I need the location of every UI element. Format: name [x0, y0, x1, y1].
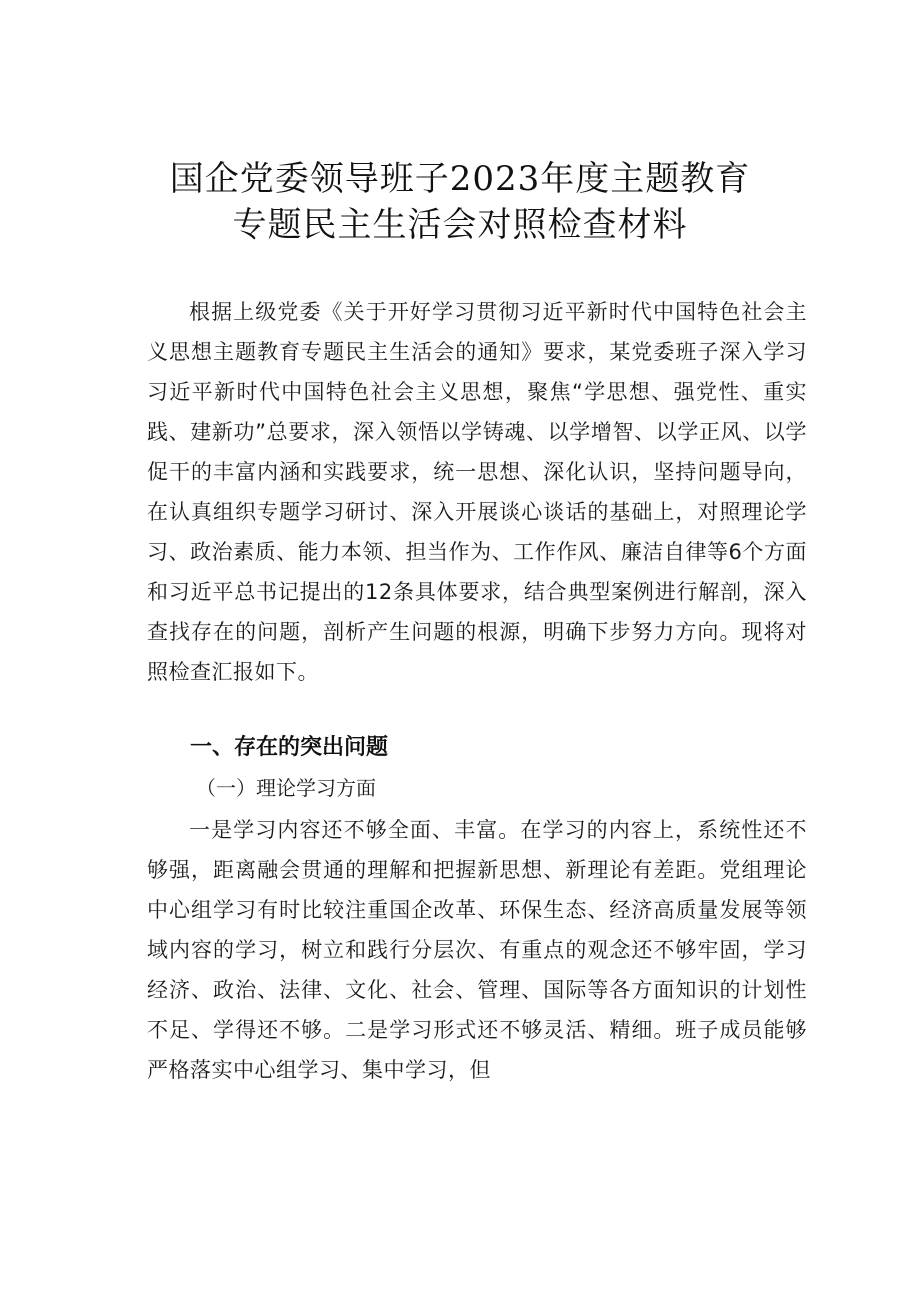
document-title-line-1: 国企党委领导班子2023年度主题教育: [169, 159, 751, 199]
theory-study-paragraph: 一是学习内容还不够全面、丰富。在学习的内容上，系统性还不够强，距离融会贯通的理解和把握新思想、新理论有差距。党组理论中心组学习有时比较注重国企改革、环保生态、经济高质量发展等领域内容的学习，树立和践行分层次、有重点的观念还不够牢固，学习经济、政治、法律、文化、社会、管理、国际等各方面知识的计划性不足、学得还不够。二是学习形式还不够灵活、精细。班子成员能够严格落实中心组学习、集中学习，但: [147, 818, 807, 1082]
intro-paragraph: 根据上级党委《关于开好学习贯彻习近平新时代中国特色社会主义思想主题教育专题民主生活会的通知》要求，某党委班子深入学习习近平新时代中国特色社会主义思想，聚焦“学思想、强党性、重实践、建新功”总要求，深入领悟以学铸魂、以学增智、以学正风、以学促干的丰富内涵和实践要求，统一思想、深化认识，坚持问题导向，在认真组织专题学习研讨、深入开展谈心谈话的基础上，对照理论学习、政治素质、能力本领、担当作为、工作作风、廉洁自律等6个方面和习近平总书记提出的12条具体要求，结合典型案例进行解剖，深入查找存在的问题，剖析产生问题的根源，明确下步努力方向。现将对照检查汇报如下。: [147, 300, 807, 684]
section-heading-problems: 一、存在的突出问题: [190, 735, 389, 760]
subsection-heading-theory-study: （一）理论学习方面: [196, 776, 376, 800]
theory-study-section: [147, 810, 807, 1090]
intro-section: [147, 292, 807, 692]
document-title-line-2: 专题民主生活会对照检查材料: [232, 205, 688, 245]
